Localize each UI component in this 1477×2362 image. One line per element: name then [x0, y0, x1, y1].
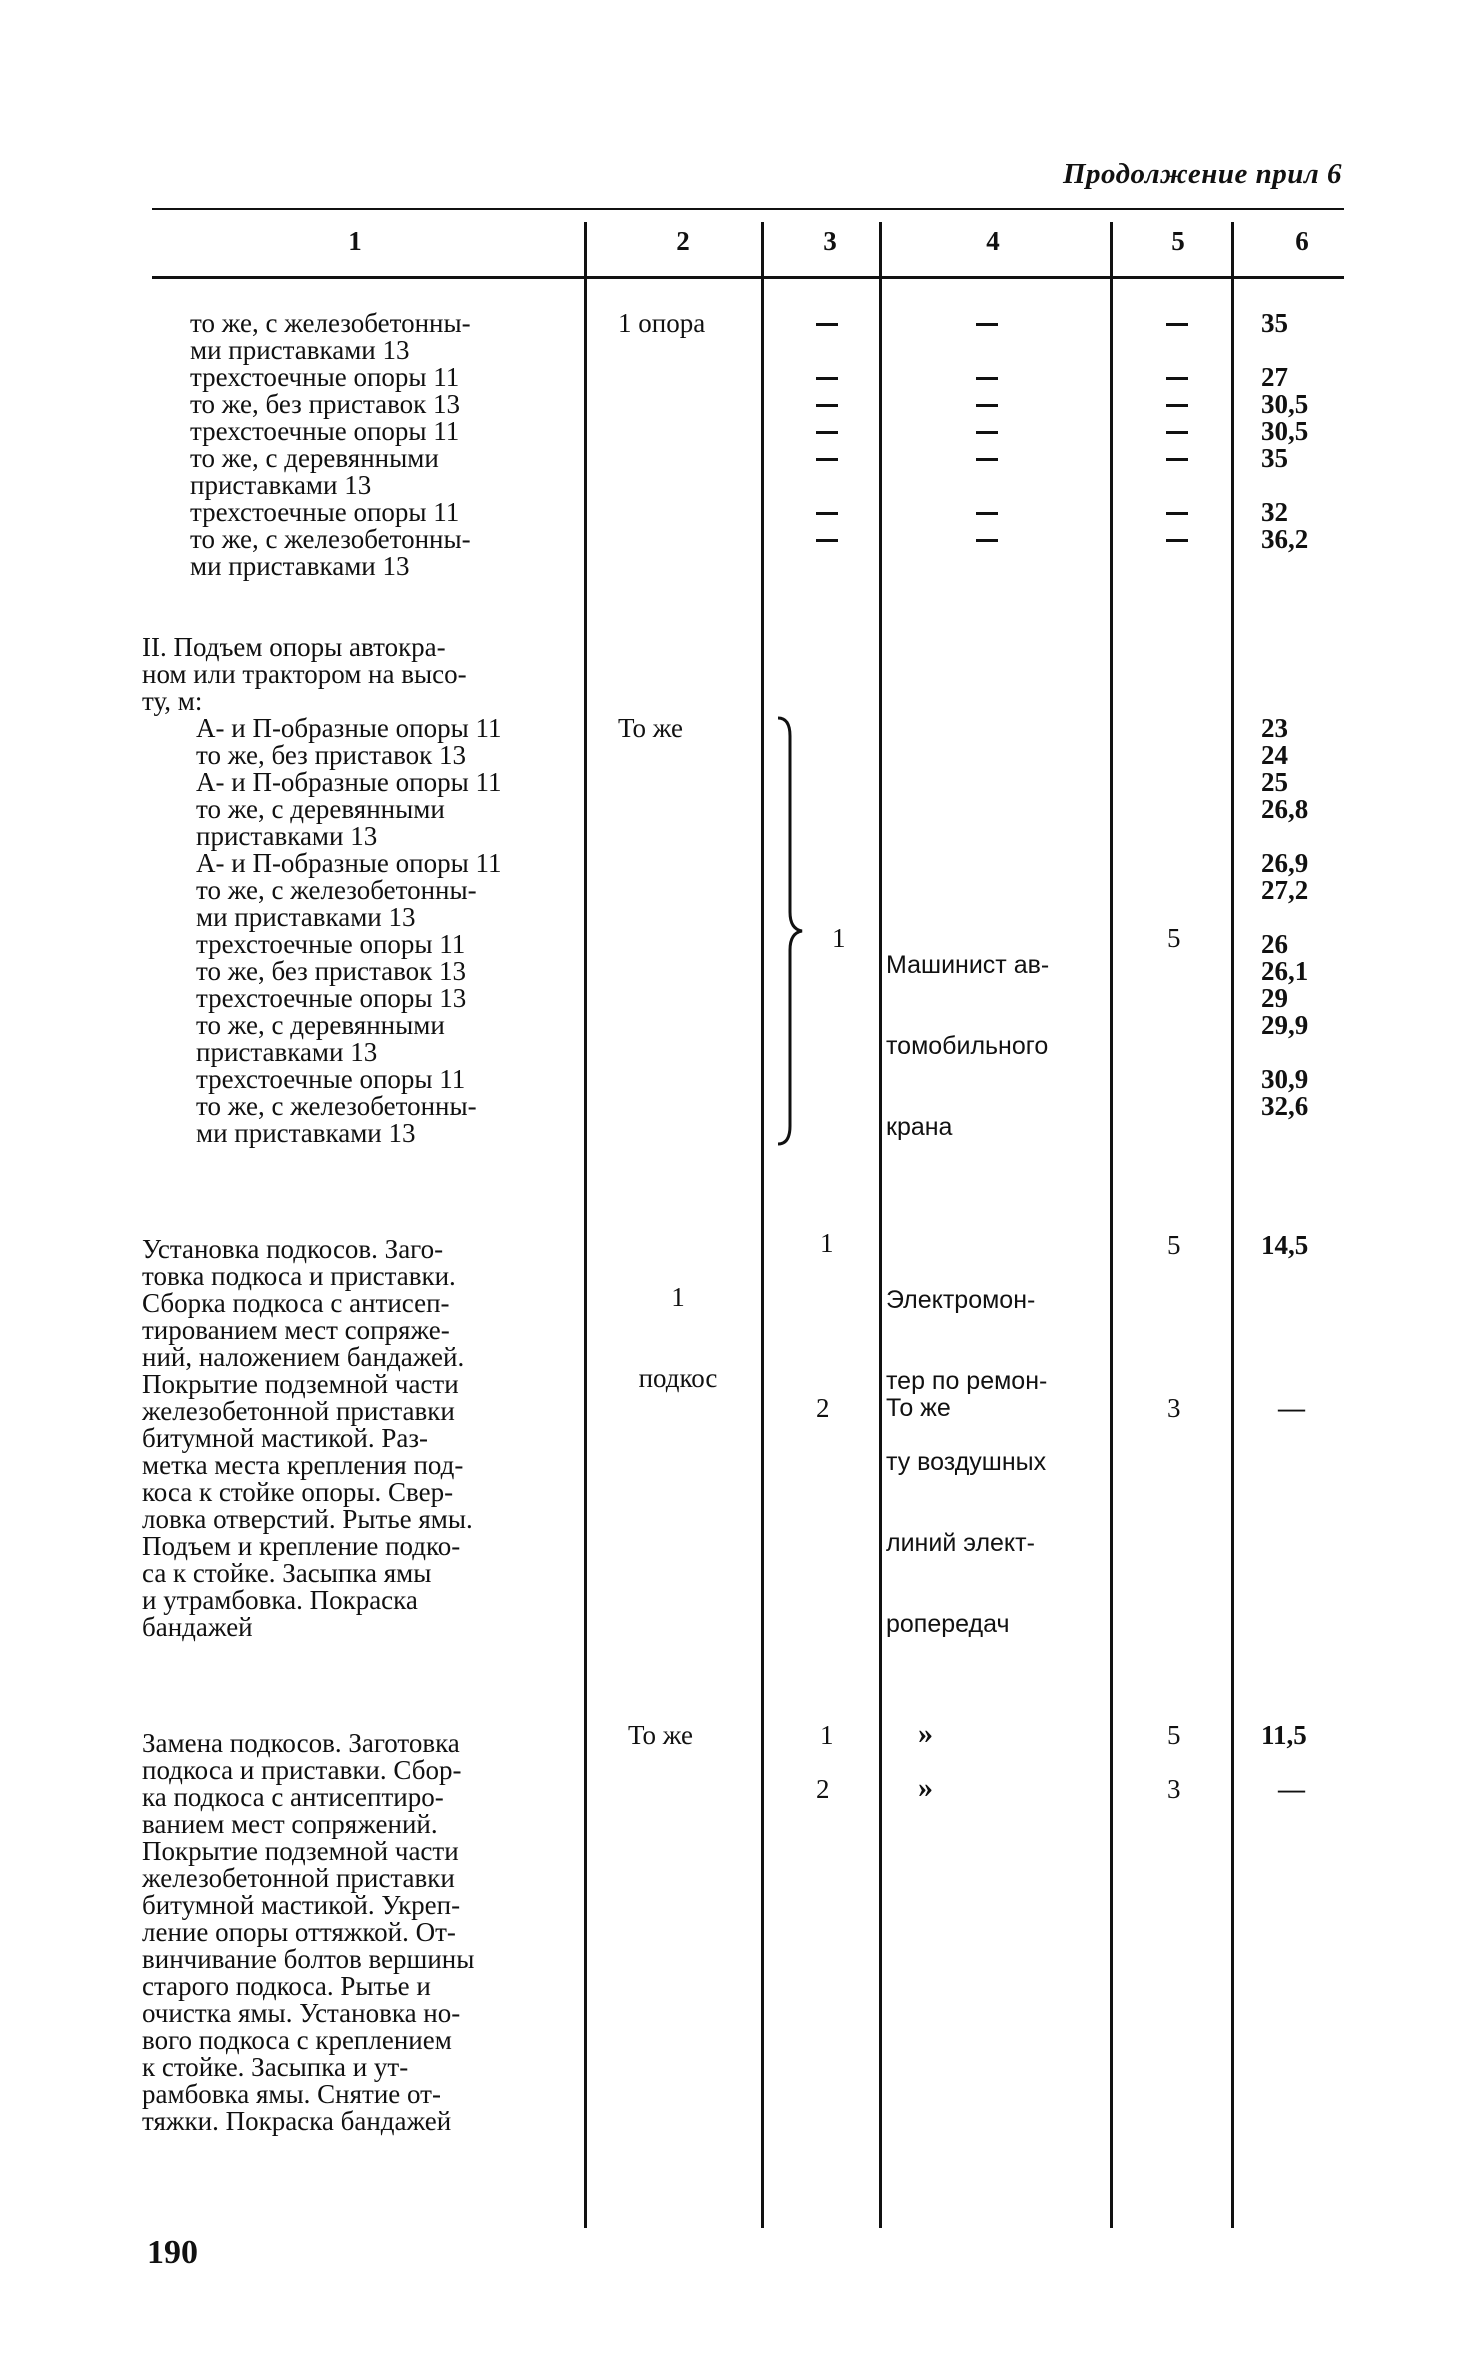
text-line: старого подкоса. Рытье и [142, 1971, 431, 2001]
text-line: и утрамбовка. Покраска [142, 1585, 418, 1615]
ditto-mark: » [918, 1771, 933, 1804]
empty-dash [816, 539, 838, 542]
text-line: ванием мест сопряжений. [142, 1809, 438, 1839]
section-b-profession [886, 898, 1049, 1168]
empty-dash [1166, 377, 1188, 380]
section-d-grade: 5 [1167, 1720, 1181, 1750]
norm-value: 27 [1261, 362, 1288, 392]
ditto-mark: » [918, 1717, 933, 1750]
table-continuation-caption: Продолжение прил 6 [1062, 158, 1342, 190]
norm-value: 32,6 [1261, 1091, 1309, 1121]
text-line: ми приставками 13 [190, 335, 410, 365]
section-c-unit [628, 1230, 728, 1419]
text-line: подкоса и приставки. Сбор- [142, 1755, 462, 1785]
norm-value: 35 [1261, 308, 1288, 338]
text-line: бандажей [142, 1612, 253, 1642]
text-line: ми приставками 13 [196, 902, 416, 932]
text-line: са к стойке. Засыпка ямы [142, 1558, 432, 1588]
norm-value: — [1278, 1774, 1305, 1804]
norm-value: 24 [1261, 740, 1288, 770]
text-line: то же, с железобетонны- [190, 524, 471, 554]
text-line: битумной мастикой. Раз- [142, 1423, 428, 1453]
text-line: томобильного [886, 1032, 1049, 1060]
norm-value: — [1278, 1393, 1305, 1423]
text-line: трехстоечные опоры 11 [190, 416, 460, 446]
text-line: ление опоры оттяжкой. От- [142, 1917, 456, 1947]
column-divider [584, 222, 587, 2228]
text-line: ту воздушных [886, 1448, 1047, 1476]
text-line: трехстоечные опоры 13 [196, 983, 467, 1013]
empty-dash [1166, 323, 1188, 326]
empty-dash [816, 431, 838, 434]
text-line: Покрытие подземной части [142, 1836, 459, 1866]
norm-value: 11,5 [1261, 1720, 1307, 1750]
text-line: ка подкоса с антисептиро- [142, 1782, 444, 1812]
table-header-rule [152, 276, 1344, 279]
empty-dash [976, 431, 998, 434]
text-line: ми приставками 13 [196, 1118, 416, 1148]
empty-dash [816, 377, 838, 380]
grouping-brace-icon [776, 716, 806, 1146]
text-line: железобетонной приставки [142, 1863, 455, 1893]
norm-value: 23 [1261, 713, 1288, 743]
text-line: трехстоечные опоры 11 [190, 497, 460, 527]
section-d-description [142, 1730, 474, 2135]
text-line: Покрытие подземной части [142, 1369, 459, 1399]
text-line: товка подкоса и приставки. [142, 1261, 456, 1291]
section-b-crew-count: 1 [832, 923, 846, 953]
section-c-description [142, 1236, 473, 1641]
text-line: Сборка подкоса с антисеп- [142, 1288, 450, 1318]
text-line: к стойке. Засыпка и ут- [142, 2052, 409, 2082]
text-line: приставками 13 [196, 1037, 378, 1067]
text-line: битумной мастикой. Укреп- [142, 1890, 461, 1920]
column-header-2: 2 [676, 226, 690, 256]
section-d-unit: То же [628, 1720, 693, 1750]
empty-dash [976, 539, 998, 542]
norm-value: 35 [1261, 443, 1288, 473]
norm-value: 30,9 [1261, 1064, 1309, 1094]
text-line: трехстоечные опоры 11 [196, 929, 466, 959]
norm-value: 26 [1261, 929, 1288, 959]
column-header-3: 3 [823, 226, 837, 256]
section-c-grade: 5 [1167, 1230, 1181, 1260]
text-line: то же, с железобетонны- [196, 875, 477, 905]
text-line: линий элект- [886, 1529, 1035, 1557]
text-line: Машинист ав- [886, 951, 1050, 979]
empty-dash [816, 512, 838, 515]
text-line: то же, с железобетонны- [190, 308, 471, 338]
empty-dash [976, 404, 998, 407]
section-b-grade: 5 [1167, 923, 1181, 953]
column-divider [1110, 222, 1113, 2228]
text-line: ропередач [886, 1610, 1010, 1638]
text-line: А- и П-образные опоры 11 [196, 713, 502, 743]
text-line: тированием мест сопряже- [142, 1315, 450, 1345]
text-line: очистка ямы. Установка но- [142, 1998, 461, 2028]
empty-dash [1166, 539, 1188, 542]
text-line: тер по ремон- [886, 1367, 1048, 1395]
text-line: тяжки. Покраска бандажей [142, 2106, 452, 2136]
empty-dash [816, 458, 838, 461]
section-a-description [190, 310, 471, 580]
column-header-6: 6 [1295, 226, 1309, 256]
column-header-5: 5 [1171, 226, 1185, 256]
text-line: ний, наложением бандажей. [142, 1342, 465, 1372]
text-line: трехстоечные опоры 11 [196, 1064, 466, 1094]
text-line: то же, с железобетонны- [196, 1091, 477, 1121]
section-d-crew-count: 1 [820, 1720, 834, 1750]
text-line: коса к стойке опоры. Свер- [142, 1477, 454, 1507]
section-d-crew-count: 2 [816, 1774, 830, 1804]
text-line: приставками 13 [196, 821, 378, 851]
text-line: то же, без приставок 13 [196, 956, 467, 986]
norm-value: 26,8 [1261, 794, 1309, 824]
empty-dash [1166, 458, 1188, 461]
text-line: то же, без приставок 13 [190, 389, 461, 419]
empty-dash [1166, 404, 1188, 407]
column-divider [761, 222, 764, 2228]
text-line: то же, без приставок 13 [196, 740, 467, 770]
text-line: Замена подкосов. Заготовка [142, 1728, 460, 1758]
norm-value: 14,5 [1261, 1230, 1309, 1260]
text-line: ловка отверстий. Рытье ямы. [142, 1504, 473, 1534]
section-d-grade: 3 [1167, 1774, 1181, 1804]
text-line: винчивание болтов вершины [142, 1944, 475, 1974]
norm-value: 29 [1261, 983, 1288, 1013]
norm-value: 30,5 [1261, 389, 1309, 419]
section-b-unit: То же [618, 713, 683, 743]
norm-value: 30,5 [1261, 416, 1309, 446]
text-line: вого подкоса с креплением [142, 2025, 452, 2055]
column-divider [1231, 222, 1234, 2228]
empty-dash [976, 323, 998, 326]
text-line: то же, с деревянными [196, 794, 445, 824]
text-line: А- и П-образные опоры 11 [196, 848, 502, 878]
norm-value: 26,1 [1261, 956, 1309, 986]
empty-dash [976, 512, 998, 515]
empty-dash [976, 377, 998, 380]
norm-value: 36,2 [1261, 524, 1309, 554]
text-line: ми приставками 13 [190, 551, 410, 581]
empty-dash [1166, 431, 1188, 434]
section-c-profession [886, 1233, 1047, 1665]
text-line: то же, с деревянными [196, 1010, 445, 1040]
column-divider [879, 222, 882, 2228]
norm-value: 26,9 [1261, 848, 1309, 878]
section-c-grade: 3 [1167, 1393, 1181, 1423]
text-line: то же, с деревянными [190, 443, 439, 473]
section-c-crew-count: 2 [816, 1393, 830, 1423]
empty-dash [976, 458, 998, 461]
empty-dash [816, 404, 838, 407]
column-header-4: 4 [986, 226, 1000, 256]
page-number: 190 [147, 2234, 198, 2271]
text-line: трехстоечные опоры 11 [190, 362, 460, 392]
section-b-description [142, 634, 501, 1147]
text-line: метка места крепления под- [142, 1450, 464, 1480]
text-line: Установка подкосов. Заго- [142, 1234, 444, 1264]
norm-value: 32 [1261, 497, 1288, 527]
text-line: 1 [671, 1282, 685, 1312]
section-c-profession: То же [886, 1394, 951, 1422]
table-top-rule [152, 208, 1344, 210]
section-a-unit: 1 опора [618, 308, 706, 338]
text-line: крана [886, 1113, 953, 1141]
text-line: Электромон- [886, 1286, 1036, 1314]
empty-dash [1166, 512, 1188, 515]
text-line: ном или трактором на высо- [142, 659, 467, 689]
empty-dash [816, 323, 838, 326]
text-line: А- и П-образные опоры 11 [196, 767, 502, 797]
section-c-crew-count: 1 [820, 1228, 834, 1258]
text-line: подкос [638, 1363, 718, 1393]
text-line: железобетонной приставки [142, 1396, 455, 1426]
text-line: рамбовка ямы. Снятие от- [142, 2079, 441, 2109]
column-header-1: 1 [348, 226, 362, 256]
text-line: II. Подъем опоры автокра- [142, 632, 446, 662]
norm-value: 27,2 [1261, 875, 1309, 905]
norm-value: 25 [1261, 767, 1288, 797]
norm-value: 29,9 [1261, 1010, 1309, 1040]
text-line: приставками 13 [190, 470, 372, 500]
text-line: Подъем и крепление подко- [142, 1531, 461, 1561]
text-line: ту, м: [142, 686, 203, 716]
